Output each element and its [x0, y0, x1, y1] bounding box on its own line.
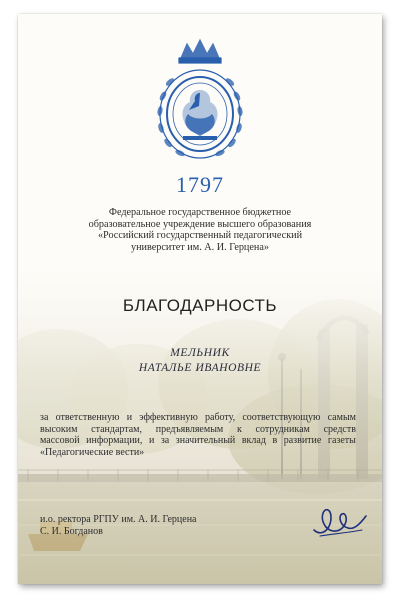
founding-year: 1797	[176, 172, 224, 197]
document-title: БЛАГОДАРНОСТЬ	[122, 296, 278, 315]
institution-line: университет им. А. И. Герцена»	[131, 241, 269, 253]
institution-name	[58, 207, 342, 253]
institution-line: Федеральное государственное бюджетное	[108, 207, 292, 218]
certificate-page	[18, 14, 382, 584]
recipient-given-names: НАТАЛЬЕ ИВАНОВНЕ	[138, 362, 262, 374]
institution-line: образовательное учреждение высшего образования	[88, 218, 312, 230]
signatory-position: и.о. ректора РГПУ им. А. И. Герцена	[40, 514, 197, 525]
signatory-name: С. И. Богданов	[40, 526, 103, 537]
recipient-surname: МЕЛЬНИК	[170, 347, 230, 359]
body-line: высоким стандартам, предъявляемым к сотрудникам средств	[40, 423, 356, 435]
handwritten-signature	[310, 500, 368, 540]
gratitude-text	[40, 412, 356, 458]
signatory-block	[40, 514, 197, 538]
institution-line: «Российский государственный педагогический	[97, 230, 303, 241]
pelican-emblem-icon	[143, 36, 257, 168]
body-line: за ответственную и эффективную работу, соответствующую самым	[40, 412, 356, 423]
recipient-name	[18, 346, 382, 376]
body-line: «Педагогические вести»	[40, 446, 145, 458]
body-line: массовой информации, и за значительный вклад в развитие газеты	[40, 435, 356, 447]
